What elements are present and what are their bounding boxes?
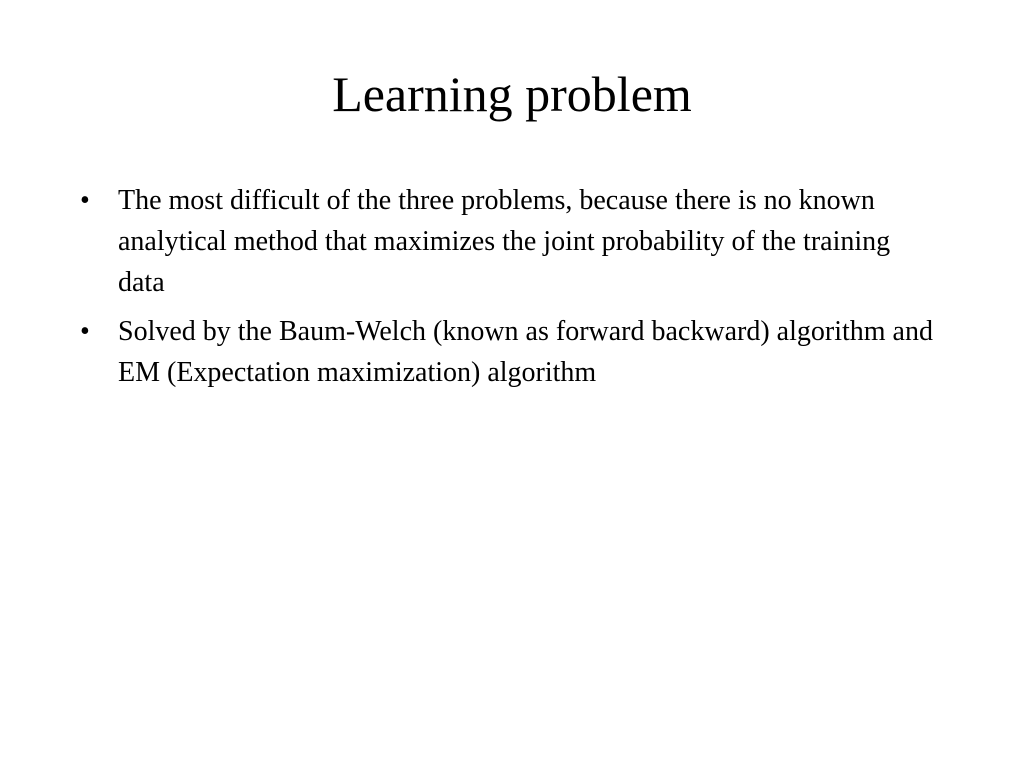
bullet-item — [80, 311, 940, 393]
bullet-text: The most difficult of the three problems, because there is no known analytical method that maximizes the joint probability of the training data — [118, 185, 891, 298]
slide-title: Learning problem — [332, 66, 692, 122]
bullet-list — [80, 180, 940, 401]
bullet-marker: • — [80, 316, 90, 347]
bullet-item — [80, 180, 940, 303]
bullet-text: Solved by the Baum-Welch (known as forward backward) algorithm and EM (Expectation maximization) algorithm — [118, 316, 933, 388]
bullet-marker: • — [80, 185, 90, 216]
